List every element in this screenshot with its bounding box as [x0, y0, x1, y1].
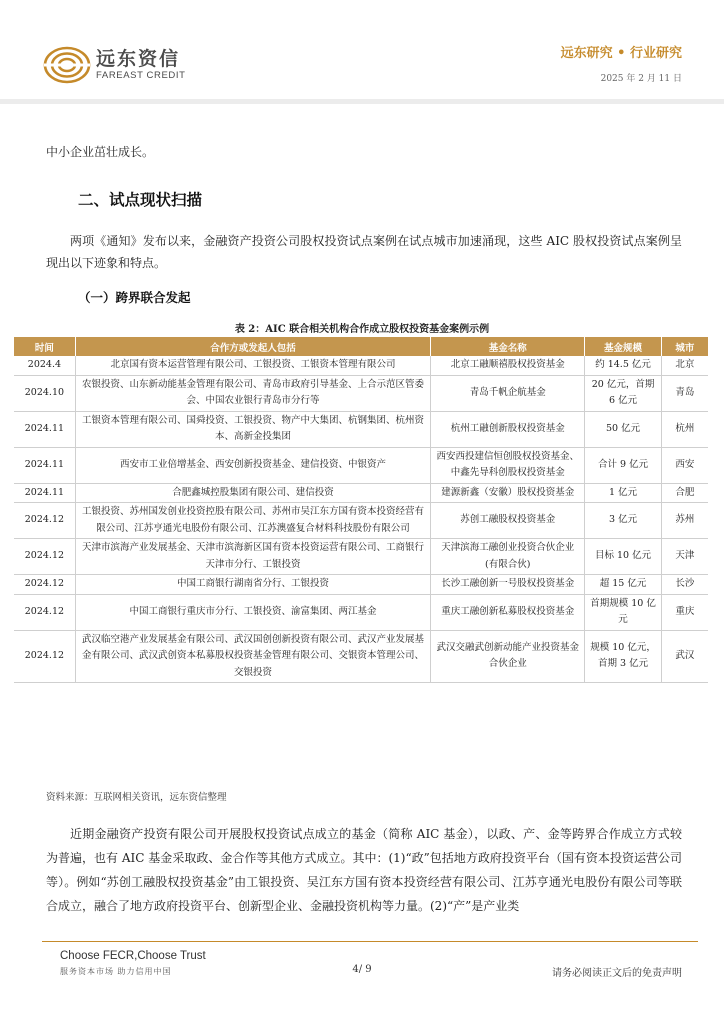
cell-time: 2024.12 [14, 539, 75, 575]
cell-scale: 超 15 亿元 [585, 575, 662, 595]
cell-fund: 重庆工融创新私募股权投资基金 [431, 594, 585, 630]
cell-time: 2024.12 [14, 503, 75, 539]
cell-parties: 工银投资、苏州国发创业投资控股有限公司、苏州市吴江东方国有资本投资经营有限公司、江苏亨通光电股份有限公司、江苏澳盛复合材料科技股份有限公司 [75, 503, 430, 539]
subsection-title: （一）跨界联合发起 [78, 290, 191, 305]
cell-fund: 武汉交融武创新动能产业投资基金合伙企业 [431, 630, 585, 683]
cell-city: 苏州 [661, 503, 708, 539]
table-caption: 表 2：AIC 联合相关机构合作成立股权投资基金案例示例 [234, 324, 490, 335]
cell-fund: 北京工融顺禧股权投资基金 [431, 356, 585, 375]
cell-time: 2024.4 [14, 356, 75, 375]
footer-slogan-sub: 服务资本市场 助力信用中国 [60, 967, 172, 976]
section-title: 二、试点现状扫描 [78, 191, 203, 209]
cell-fund: 长沙工融创新一号股权投资基金 [431, 575, 585, 595]
cell-parties: 农银投资、山东新动能基金管理有限公司、青岛市政府引导基金、上合示范区管委会、中国农业银行青岛市分行等 [75, 375, 430, 411]
cell-scale: 目标 10 亿元 [585, 539, 662, 575]
table-row [14, 411, 708, 447]
cell-fund: 西安西投建信恒创股权投资基金、中鑫先导科创股权投资基金 [431, 447, 585, 483]
cell-city: 杭州 [661, 411, 708, 447]
cell-scale: 规模 10 亿元，首期 3 亿元 [585, 630, 662, 683]
cell-city: 西安 [661, 447, 708, 483]
logo-cn: 远东资信 [96, 48, 181, 70]
header-time: 时间 [14, 337, 75, 356]
table-row [14, 375, 708, 411]
cell-city: 合肥 [661, 483, 708, 503]
cell-city: 北京 [661, 356, 708, 375]
source-note: 资料来源：互联网相关资讯，远东资信整理 [46, 792, 227, 803]
logo [42, 44, 186, 86]
table-row [14, 356, 708, 375]
header-scale: 基金规模 [585, 337, 662, 356]
aic-fund-table [14, 337, 708, 683]
fareast-logo-icon [42, 44, 92, 86]
cell-time: 2024.11 [14, 447, 75, 483]
cell-time: 2024.10 [14, 375, 75, 411]
table-row [14, 503, 708, 539]
logo-en: FAREAST CREDIT [96, 70, 186, 81]
cell-parties: 工银资本管理有限公司、国舜投资、工银投资、物产中大集团、杭钢集团、杭州资本、高新金投集团 [75, 411, 430, 447]
cell-scale: 合计 9 亿元 [585, 447, 662, 483]
cell-city: 武汉 [661, 630, 708, 683]
cell-parties: 北京国有资本运营管理有限公司、工银投资、工银资本管理有限公司 [75, 356, 430, 375]
table-header-row [14, 337, 708, 356]
carry-over-text: 中小企业茁壮成长。 [46, 145, 155, 159]
cell-time: 2024.12 [14, 594, 75, 630]
page-number: 4/ 9 [352, 964, 372, 975]
cell-scale: 约 14.5 亿元 [585, 356, 662, 375]
cell-fund: 青岛千帆企航基金 [431, 375, 585, 411]
cell-time: 2024.12 [14, 575, 75, 595]
table-row [14, 447, 708, 483]
table-row [14, 630, 708, 683]
cell-time: 2024.11 [14, 483, 75, 503]
cell-scale: 3 亿元 [585, 503, 662, 539]
cell-city: 长沙 [661, 575, 708, 595]
cell-parties: 武汉临空港产业发展基金有限公司、武汉国创创新投资有限公司、武汉产业发展基金有限公司、武汉武创资本私募股权投资基金管理有限公司、交银资本管理公司、交银投资 [75, 630, 430, 683]
report-date: 2025 年 2 月 11 日 [600, 74, 682, 84]
closing-paragraph: 近期金融资产投资有限公司开展股权投资试点成立的基金（简称 AIC 基金），以政、产、金等跨界合作成立方式较为普遍，也有 AIC 基金采取政、金合作等其他方式成立。其中：(1)“政”包括地方政府投资平台（国有资本投资运营公司等）。例如“苏创工融股权投资基金”由工银投资、吴江东方国有资本投资经营有限公司、江苏亨通光电股份有限公司等联合成立，融合了地方政府投资平台、创新型企业、金融投资机构等力量。(2)“产”是产业类 [46, 827, 682, 913]
cell-fund: 建源新鑫（安徽）股权投资基金 [431, 483, 585, 503]
table-row [14, 539, 708, 575]
report-type: 远东研究 • 行业研究 [560, 46, 682, 61]
cell-scale: 1 亿元 [585, 483, 662, 503]
cell-scale: 首期规模 10 亿元 [585, 594, 662, 630]
table-row [14, 575, 708, 595]
cell-time: 2024.11 [14, 411, 75, 447]
cell-time: 2024.12 [14, 630, 75, 683]
cell-city: 重庆 [661, 594, 708, 630]
cell-fund: 杭州工融创新股权投资基金 [431, 411, 585, 447]
table-row [14, 594, 708, 630]
cell-parties: 合肥鑫城控股集团有限公司、建信投资 [75, 483, 430, 503]
footer-slogan: Choose FECR,Choose Trust [60, 950, 206, 962]
disclaimer-note: 请务必阅读正文后的免责声明 [552, 968, 682, 979]
table-row [14, 483, 708, 503]
cell-scale: 20 亿元，首期 6 亿元 [585, 375, 662, 411]
intro-paragraph: 两项《通知》发布以来，金融资产投资公司股权投资试点案例在试点城市加速涌现，这些 AIC 股权投资试点案例呈现出以下迹象和特点。 [46, 234, 682, 270]
cell-scale: 50 亿元 [585, 411, 662, 447]
cell-city: 青岛 [661, 375, 708, 411]
cell-parties: 西安市工业倍增基金、西安创新投资基金、建信投资、中银资产 [75, 447, 430, 483]
header-divider [0, 99, 724, 104]
cell-parties: 中国工商银行湖南省分行、工银投资 [75, 575, 430, 595]
header-city: 城市 [661, 337, 708, 356]
cell-fund: 天津滨海工融创业投资合伙企业(有限合伙) [431, 539, 585, 575]
footer-divider [42, 941, 698, 942]
cell-city: 天津 [661, 539, 708, 575]
cell-fund: 苏创工融股权投资基金 [431, 503, 585, 539]
header-parties: 合作方或发起人包括 [75, 337, 430, 356]
cell-parties: 天津市滨海产业发展基金、天津市滨海新区国有资本投资运营有限公司、工商银行天津市分行、工银投资 [75, 539, 430, 575]
header-fund: 基金名称 [431, 337, 585, 356]
cell-parties: 中国工商银行重庆市分行、工银投资、渝富集团、两江基金 [75, 594, 430, 630]
